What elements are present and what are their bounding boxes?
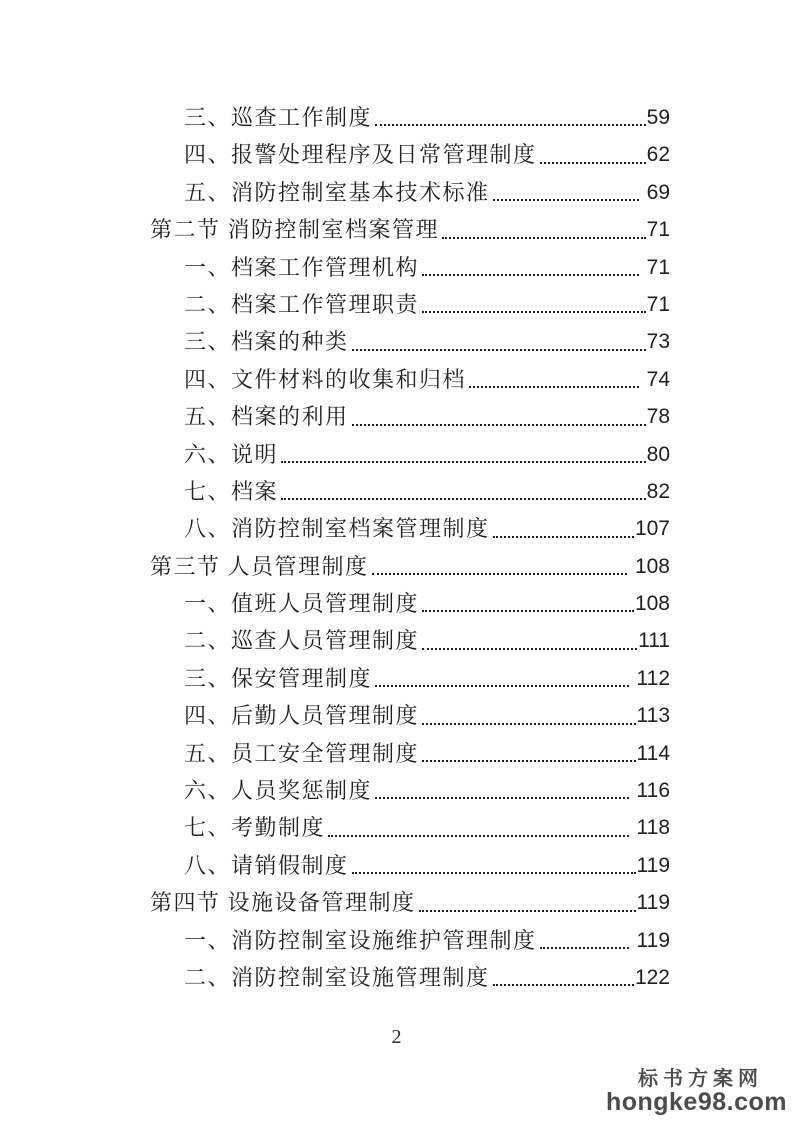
- toc-item-entry: [150, 922, 670, 959]
- dot-leader: [493, 536, 634, 538]
- toc-item-entry: [150, 473, 670, 510]
- toc-entry-page-number: 80: [646, 442, 670, 466]
- dot-leader: [540, 162, 646, 164]
- toc-entry-page-number: 119: [636, 853, 670, 877]
- toc-section-entry: [150, 884, 670, 921]
- dot-leader: [422, 648, 637, 650]
- toc-item-entry: [150, 323, 670, 360]
- dot-leader: [352, 872, 636, 874]
- toc-entry-page-number: 71: [646, 255, 670, 279]
- toc-entry-page-number: 122: [634, 965, 670, 989]
- dot-leader: [422, 311, 646, 313]
- watermark-site-name: 标书方案网: [638, 1068, 763, 1090]
- toc-entry-label: 二、档案工作管理职责: [184, 291, 420, 317]
- toc-entry-page-number: 69: [646, 180, 670, 204]
- toc-entry-page-number: 111: [638, 629, 670, 653]
- toc-entry-page-number: 113: [636, 704, 670, 728]
- dot-leader: [375, 124, 646, 126]
- dot-leader: [375, 685, 629, 687]
- toc-item-entry: [150, 361, 670, 398]
- toc-item-entry: [150, 286, 670, 323]
- toc-entry-label: 七、考勤制度: [184, 815, 326, 841]
- toc-item-entry: [150, 847, 670, 884]
- toc-entry-label: 三、巡查工作制度: [184, 104, 373, 130]
- toc-section-entry: [150, 548, 670, 585]
- toc-section-entry: [150, 211, 670, 248]
- toc-entry-label: 四、后勤人员管理制度: [184, 703, 420, 729]
- dot-leader: [493, 984, 634, 986]
- toc-entry-label: 六、说明: [184, 441, 279, 467]
- toc-entry-label: 四、文件材料的收集和归档: [184, 366, 467, 392]
- dot-leader: [422, 274, 639, 276]
- toc-entry-page-number: 78: [646, 405, 670, 429]
- page-number: 2: [391, 1026, 402, 1048]
- toc-entry-page-number: 82: [646, 479, 670, 503]
- toc-entry-label: 八、消防控制室档案管理制度: [184, 516, 490, 542]
- toc-entry-label: 三、档案的种类: [184, 329, 349, 355]
- toc-entry-page-number: 118: [636, 816, 670, 840]
- table-of-contents: [150, 99, 670, 996]
- toc-item-entry: [150, 136, 670, 173]
- toc-entry-label: 一、值班人员管理制度: [184, 591, 420, 617]
- toc-entry-page-number: 108: [634, 554, 670, 578]
- toc-entry-label: 第三节 人员管理制度: [150, 553, 369, 579]
- toc-item-entry: [150, 959, 670, 996]
- toc-entry-page-number: 62: [646, 143, 670, 167]
- toc-item-entry: [150, 174, 670, 211]
- toc-entry-label: 五、消防控制室基本技术标准: [184, 179, 490, 205]
- toc-entry-label: 三、保安管理制度: [184, 665, 373, 691]
- toc-entry-label: 二、巡查人员管理制度: [184, 628, 420, 654]
- dot-leader: [281, 461, 646, 463]
- toc-item-entry: [150, 99, 670, 136]
- toc-entry-label: 四、报警处理程序及日常管理制度: [184, 142, 537, 168]
- toc-item-entry: [150, 622, 670, 659]
- toc-entry-page-number: 119: [636, 928, 670, 952]
- toc-item-entry: [150, 249, 670, 286]
- toc-entry-label: 第二节 消防控制室档案管理: [150, 217, 440, 243]
- toc-item-entry: [150, 735, 670, 772]
- toc-item-entry: [150, 585, 670, 622]
- toc-entry-page-number: 73: [646, 330, 670, 354]
- dot-leader: [469, 386, 639, 388]
- toc-entry-page-number: 119: [636, 891, 670, 915]
- dot-leader: [372, 573, 627, 575]
- toc-entry-page-number: 71: [646, 292, 670, 316]
- watermark-logo: [606, 1068, 787, 1114]
- toc-entry-label: 八、请销假制度: [184, 852, 349, 878]
- dot-leader: [493, 199, 639, 201]
- toc-entry-label: 一、消防控制室设施维护管理制度: [184, 927, 537, 953]
- toc-entry-page-number: 116: [636, 779, 670, 803]
- toc-entry-label: 一、档案工作管理机构: [184, 254, 420, 280]
- toc-entry-page-number: 71: [646, 218, 670, 242]
- dot-leader: [375, 797, 629, 799]
- toc-entry-page-number: 59: [646, 105, 670, 129]
- toc-entry-page-number: 112: [636, 666, 670, 690]
- toc-entry-label: 六、人员奖惩制度: [184, 778, 373, 804]
- dot-leader: [419, 910, 636, 912]
- dot-leader: [422, 760, 636, 762]
- toc-item-entry: [150, 809, 670, 846]
- toc-item-entry: [150, 398, 670, 435]
- toc-item-entry: [150, 510, 670, 547]
- toc-entry-label: 七、档案: [184, 478, 279, 504]
- dot-leader: [328, 835, 629, 837]
- toc-item-entry: [150, 772, 670, 809]
- dot-leader: [281, 498, 646, 500]
- dot-leader: [352, 349, 646, 351]
- toc-entry-label: 五、员工安全管理制度: [184, 740, 420, 766]
- dot-leader: [442, 237, 646, 239]
- dot-leader: [352, 424, 646, 426]
- toc-entry-page-number: 108: [634, 592, 670, 616]
- toc-item-entry: [150, 660, 670, 697]
- toc-entry-label: 二、消防控制室设施管理制度: [184, 964, 490, 990]
- toc-entry-page-number: 114: [636, 741, 670, 765]
- dot-leader: [422, 723, 636, 725]
- toc-entry-label: 第四节 设施设备管理制度: [150, 890, 416, 916]
- toc-item-entry: [150, 697, 670, 734]
- toc-entry-page-number: 74: [646, 367, 670, 391]
- toc-entry-label: 五、档案的利用: [184, 404, 349, 430]
- toc-item-entry: [150, 436, 670, 473]
- dot-leader: [422, 610, 634, 612]
- toc-entry-page-number: 107: [634, 517, 670, 541]
- dot-leader: [540, 947, 629, 949]
- watermark-site-url: hongke98.com: [605, 1088, 787, 1116]
